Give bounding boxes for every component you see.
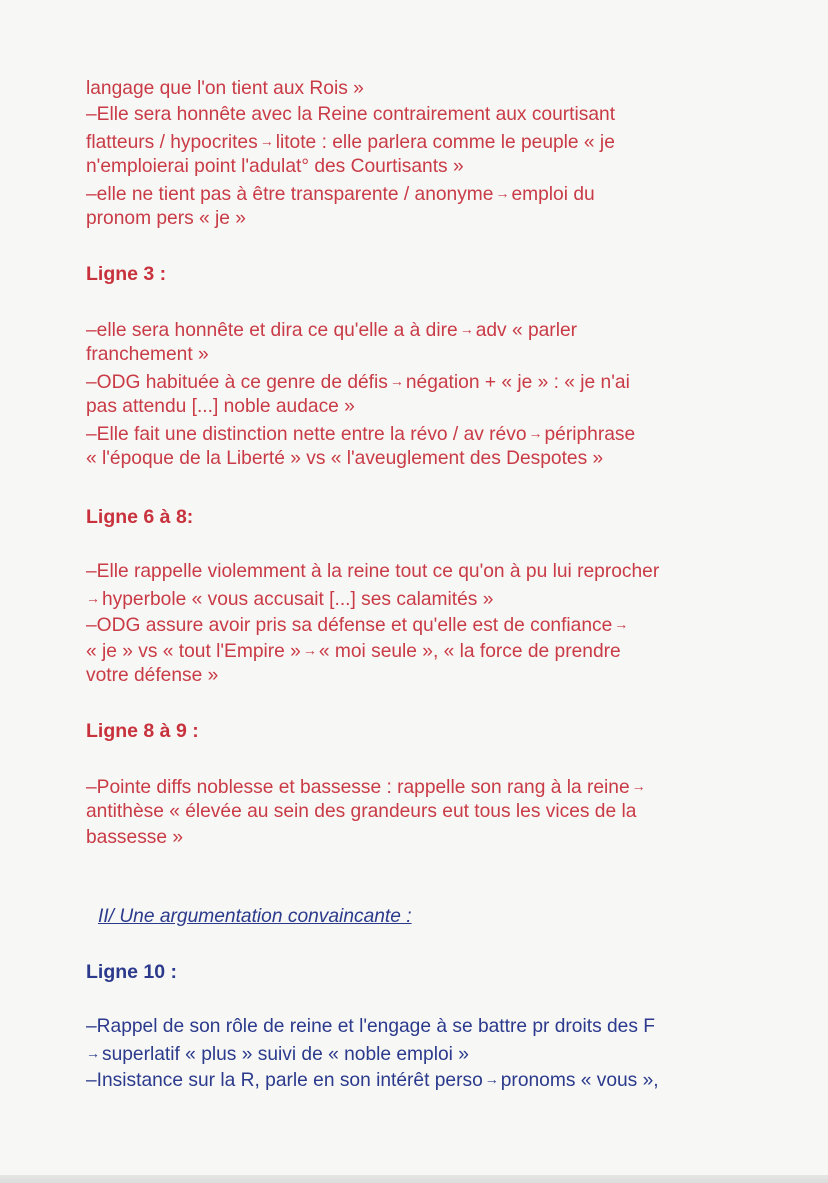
heading-ligne-8-9: Ligne 8 à 9 : (86, 720, 199, 742)
arrow-icon: → (484, 1071, 499, 1087)
text-line: flatteurs / hypocrites → litote : elle parlera comme le peuple « je (86, 128, 776, 154)
text-line: langage que l'on tient aux Rois » (86, 78, 364, 99)
text-line: –ODG habituée à ce genre de défis → négation + « je » : « je n'ai (86, 368, 776, 394)
arrow-icon: → (389, 373, 404, 389)
text-line: –Elle fait une distinction nette entre la révo / av révo → périphrase (86, 420, 776, 446)
text-line: → hyperbole « vous accusait [...] ses calamités » (86, 585, 776, 611)
text-line: –Elle rappelle violemment à la reine tout ce qu'on à pu lui reprocher (86, 561, 660, 582)
text-line: bassesse » (86, 827, 184, 848)
arrow-icon: → (528, 425, 543, 441)
text-line: –Elle sera honnête avec la Reine contrairement aux courtisant (86, 104, 616, 125)
arrow-icon: → (459, 321, 474, 337)
text-line: « l'époque de la Liberté » vs « l'aveuglement des Despotes » (86, 448, 604, 469)
text-line: pas attendu [...] noble audace » (86, 396, 355, 417)
ligne-3-notes (86, 316, 776, 472)
text-line: –elle sera honnête et dira ce qu'elle a à dire → adv « parler (86, 316, 776, 342)
ligne-8-9-notes (86, 773, 776, 851)
text-line: –ODG assure avoir pris sa défense et qu'elle est de confiance → (86, 611, 776, 637)
text-line: –elle ne tient pas à être transparente / anonyme → emploi du (86, 180, 776, 206)
text-line: –Pointe diffs noblesse et bassesse : rappelle son rang à la reine → (86, 773, 776, 799)
section-2-title: II/ Une argumentation convaincante : (98, 906, 412, 927)
heading-ligne-3: Ligne 3 : (86, 263, 167, 285)
arrow-icon: → (302, 642, 317, 658)
arrow-icon: → (86, 1045, 100, 1061)
page-bottom-edge (0, 1175, 828, 1183)
arrow-icon: → (631, 778, 646, 794)
text-line: pronom pers « je » (86, 208, 246, 229)
arrow-icon: → (495, 185, 510, 201)
text-line: –Rappel de son rôle de reine et l'engage à se battre pr droits des F (86, 1016, 655, 1037)
text-line: votre défense » (86, 665, 219, 686)
text-line: franchement » (86, 344, 209, 365)
arrow-icon: → (614, 616, 629, 632)
text-line: antithèse « élevée au sein des grandeurs eut tous les vices de la (86, 801, 637, 822)
text-line: n'emploierai point l'adulat° des Courtisants » (86, 156, 464, 177)
text-line: « je » vs « tout l'Empire » → « moi seule », « la force de prendre (86, 637, 776, 663)
intro-notes (86, 76, 776, 232)
arrow-icon: → (86, 590, 100, 606)
arrow-icon: → (259, 133, 274, 149)
ligne-6-8-notes (86, 559, 776, 689)
heading-ligne-10: Ligne 10 : (86, 961, 178, 983)
heading-ligne-6-8: Ligne 6 à 8: (86, 506, 194, 528)
text-line: –Insistance sur la R, parle en son intérêt perso → pronoms « vous », (86, 1066, 776, 1092)
ligne-10-notes (86, 1014, 776, 1092)
text-line: → superlatif « plus » suivi de « noble emploi » (86, 1040, 776, 1066)
